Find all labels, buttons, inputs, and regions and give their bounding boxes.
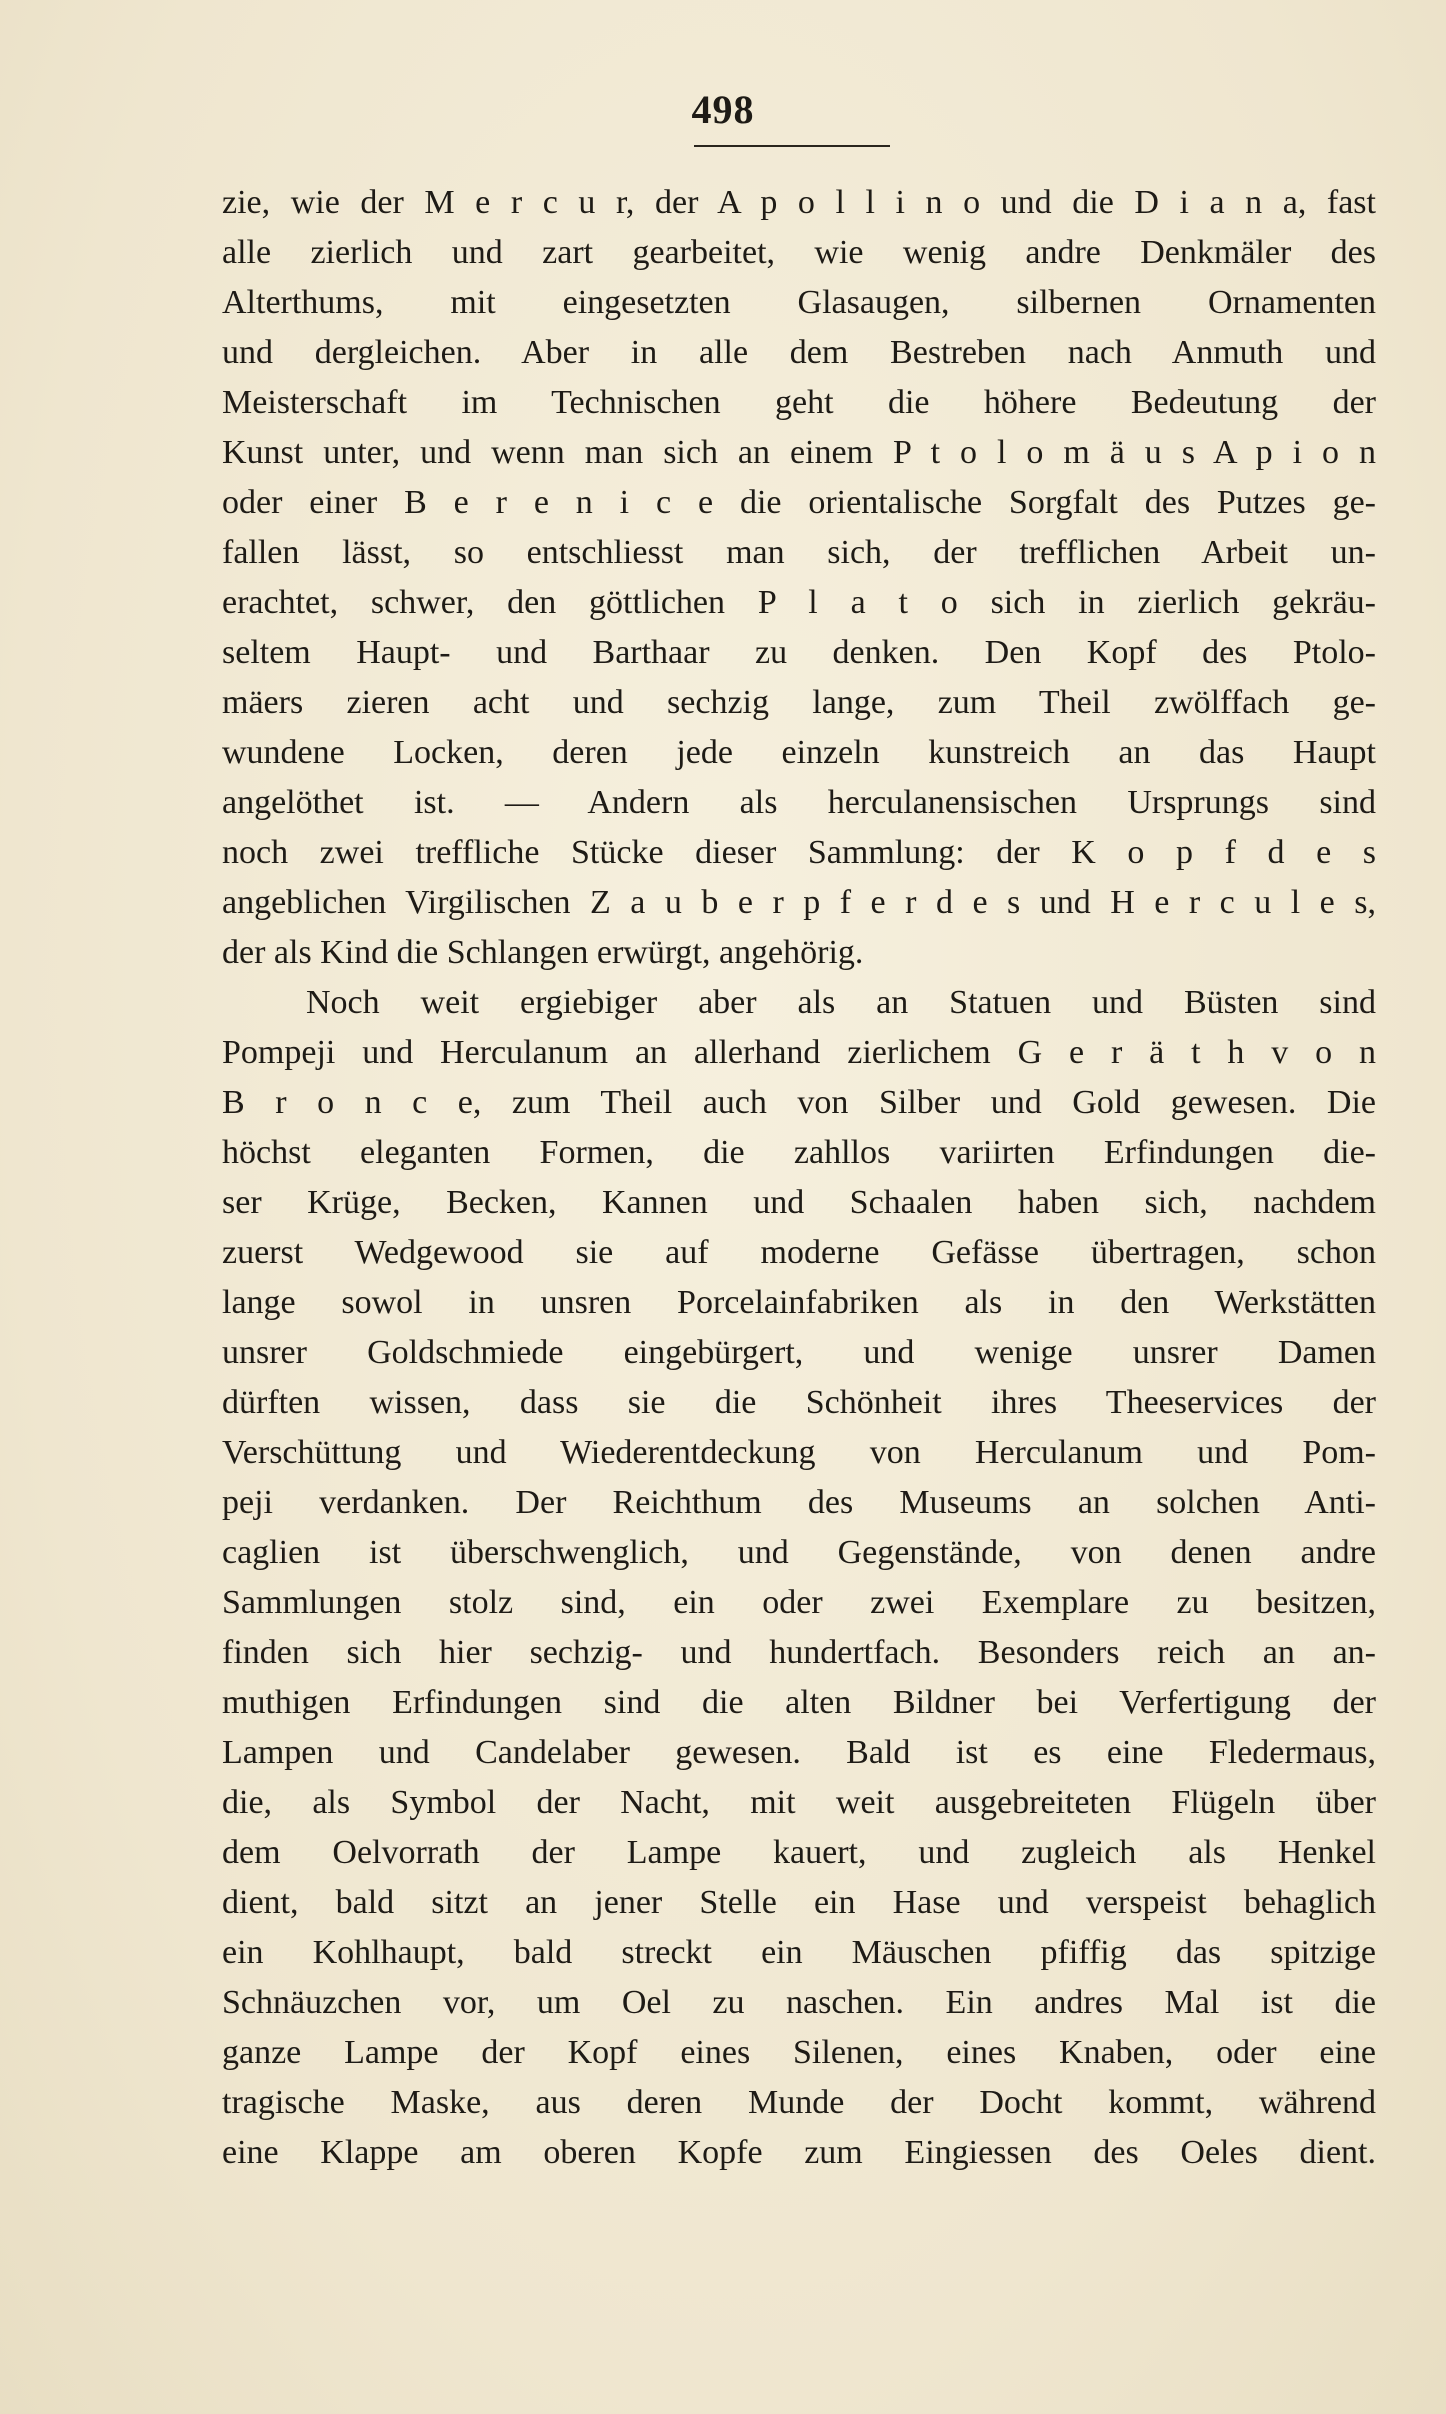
text-line: unsrer Goldschmiede eingebürgert, und wenige unsrer Damen [222,1334,1376,1371]
text-line: caglien ist überschwenglich, und Gegenstände, von denen andre [222,1534,1376,1571]
text-line: dürften wissen, dass sie die Schönheit ihres Theeservices der [222,1384,1376,1421]
text-line: muthigen Erfindungen sind die alten Bildner bei Verfertigung der [222,1684,1376,1721]
text-line: tragische Maske, aus deren Munde der Docht kommt, während [222,2084,1376,2121]
text-line: Lampen und Candelaber gewesen. Bald ist es eine Fledermaus, [222,1734,1376,1771]
text-line: eine Klappe am oberen Kopfe zum Eingiessen des Oeles dient. [222,2134,1376,2171]
text-line: ganze Lampe der Kopf eines Silenen, eines Knaben, oder eine [222,2034,1376,2071]
text-line: dient, bald sitzt an jener Stelle ein Hase und verspeist behaglich [222,1884,1376,1921]
text-line: peji verdanken. Der Reichthum des Museums an solchen Anti- [222,1484,1376,1521]
text-line: Kunst unter, und wenn man sich an einem P t o l o m ä u s A p i o n [222,434,1376,471]
text-line: höchst eleganten Formen, die zahllos variirten Erfindungen die- [222,1134,1376,1171]
text-line: noch zwei treffliche Stücke dieser Sammlung: der K o p f d e s [222,834,1376,871]
text-line: dem Oelvorrath der Lampe kauert, und zugleich als Henkel [222,1834,1376,1871]
text-line: wundene Locken, deren jede einzeln kunstreich an das Haupt [222,734,1376,771]
text-line: und dergleichen. Aber in alle dem Bestreben nach Anmuth und [222,334,1376,371]
page-number: 498 [691,87,755,132]
text-line: die, als Symbol der Nacht, mit weit ausgebreiteten Flügeln über [222,1784,1376,1821]
text-line: lange sowol in unsren Porcelainfabriken als in den Werkstätten [222,1284,1376,1321]
text-line: ser Krüge, Becken, Kannen und Schaalen haben sich, nachdem [222,1184,1376,1221]
body-text [222,178,1376,2178]
text-line: angeblichen Virgilischen Z a u b e r p f e r d e s und H e r c u l e s, [222,884,1376,921]
text-line: angelöthet ist. — Andern als herculanensischen Ursprungs sind [222,784,1376,821]
text-line: zie, wie der M e r c u r, der A p o l l i n o und die D i a n a, fast [222,184,1376,221]
text-line: erachtet, schwer, den göttlichen P l a t o sich in zierlich gekräu- [222,584,1376,621]
text-line: Sammlungen stolz sind, ein oder zwei Exemplare zu besitzen, [222,1584,1376,1621]
text-line: oder einer B e r e n i c e die orientalische Sorgfalt des Putzes ge- [222,484,1376,521]
text-line: der als Kind die Schlangen erwürgt, angehörig. [222,934,864,971]
text-line: ein Kohlhaupt, bald streckt ein Mäuschen pfiffig das spitzige [222,1934,1376,1971]
text-line: B r o n c e, zum Theil auch von Silber und Gold gewesen. Die [222,1084,1376,1121]
text-line: Pompeji und Herculanum an allerhand zierlichem G e r ä t h v o n [222,1034,1376,1071]
text-line: Noch weit ergiebiger aber als an Statuen und Büsten sind [306,984,1376,1021]
text-line: seltem Haupt- und Barthaar zu denken. Den Kopf des Ptolo- [222,634,1376,671]
text-line: Verschüttung und Wiederentdeckung von Herculanum und Pom- [222,1434,1376,1471]
header-rule [694,145,890,147]
text-line: zuerst Wedgewood sie auf moderne Gefässe übertragen, schon [222,1234,1376,1271]
text-line: finden sich hier sechzig- und hundertfach. Besonders reich an an- [222,1634,1376,1671]
text-line: mäers zieren acht und sechzig lange, zum Theil zwölffach ge- [222,684,1376,721]
text-line: alle zierlich und zart gearbeitet, wie wenig andre Denkmäler des [222,234,1376,271]
text-line: Alterthums, mit eingesetzten Glasaugen, silbernen Ornamenten [222,284,1376,321]
text-line: Meisterschaft im Technischen geht die höhere Bedeutung der [222,384,1376,421]
text-line: Schnäuzchen vor, um Oel zu naschen. Ein andres Mal ist die [222,1984,1376,2021]
text-line: fallen lässt, so entschliesst man sich, der trefflichen Arbeit un- [222,534,1376,571]
